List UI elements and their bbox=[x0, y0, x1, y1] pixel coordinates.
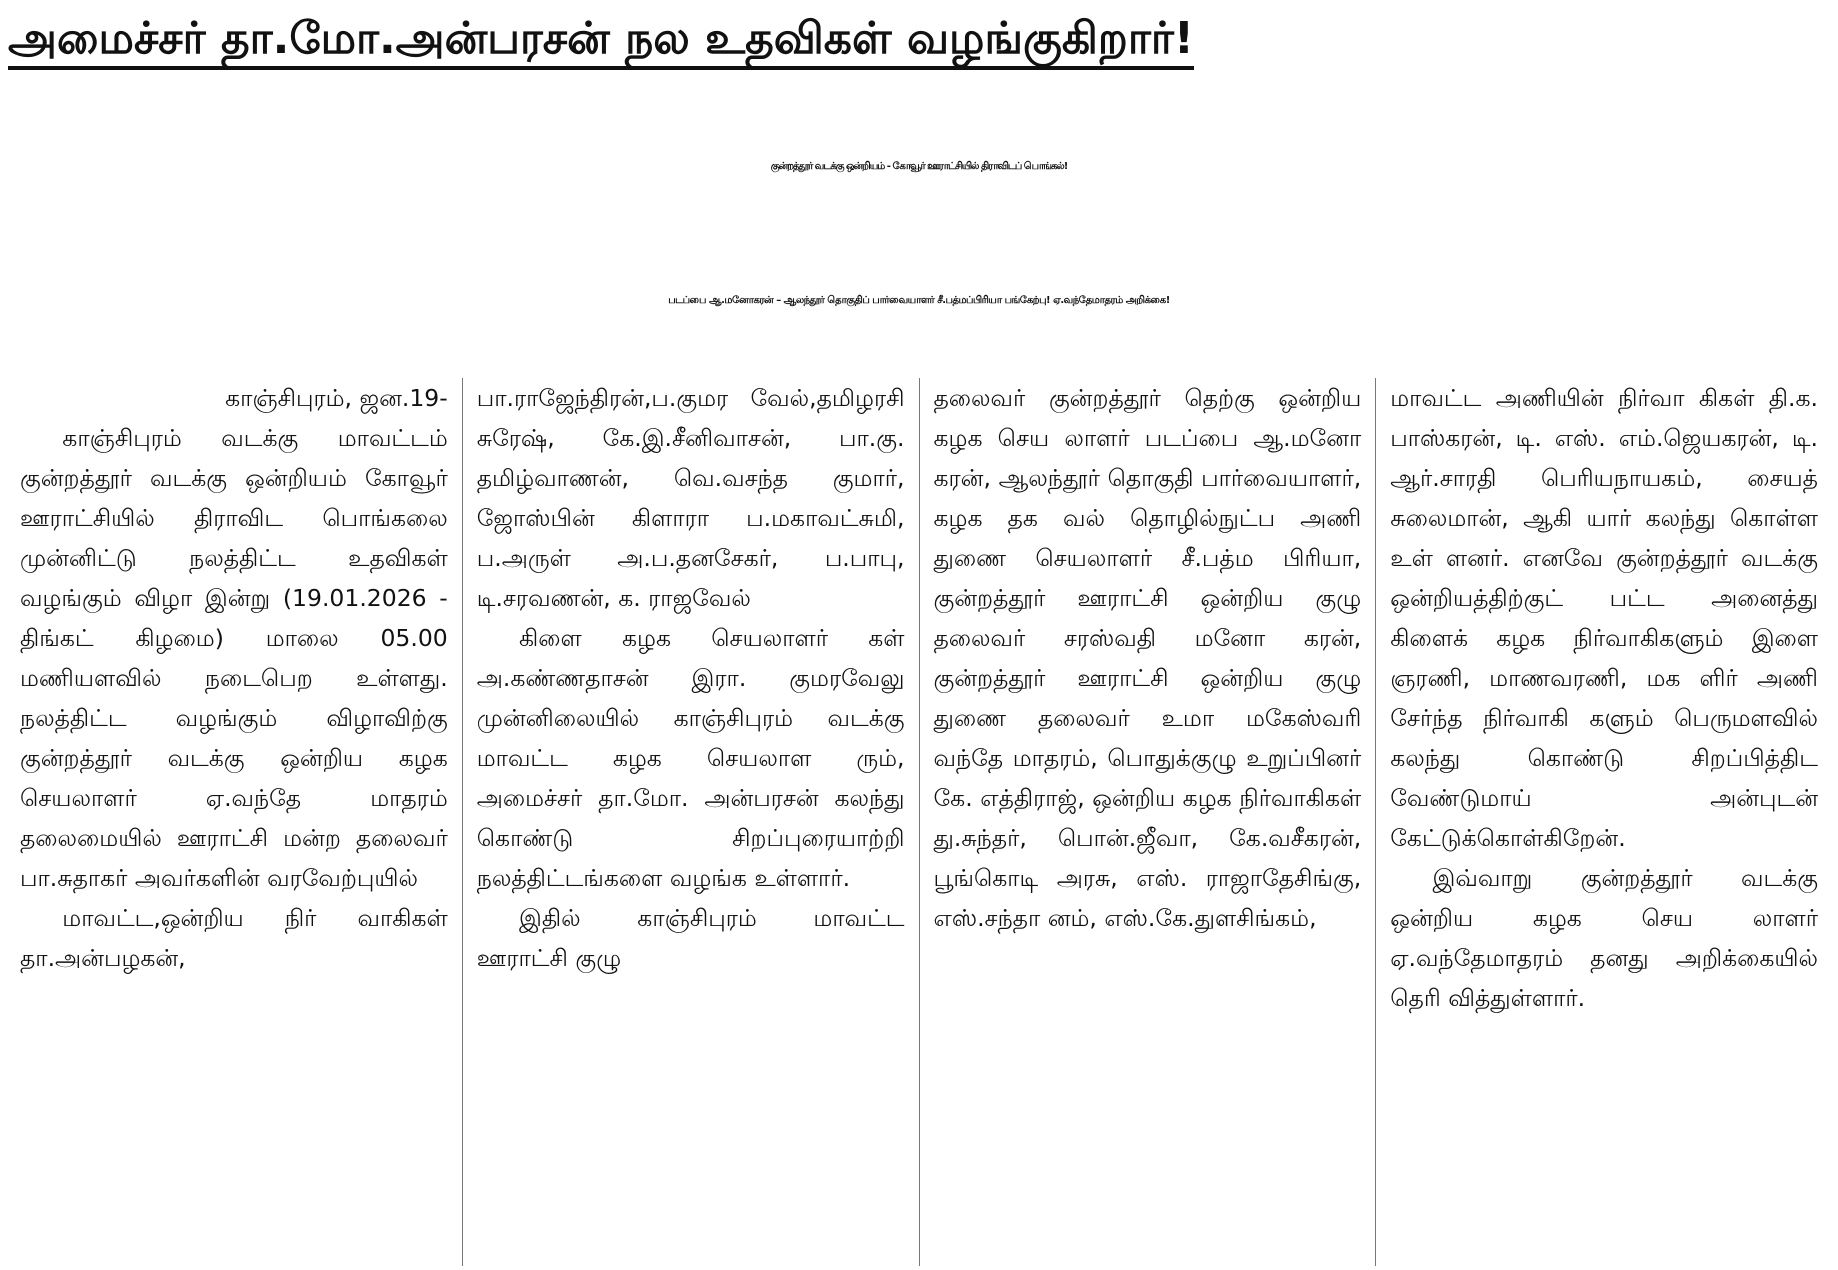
kicker-text: அமைச்சர் தா.மோ.அன்பரசன் நல உதவிகள் வழங்குகிறார்! bbox=[8, 13, 1194, 70]
paragraph: காஞ்சிபுரம் வடக்கு மாவட்டம் குன்றத்தூர் வடக்கு ஒன்றியம் கோவூர் ஊராட்சியில் திராவிட பொங்கலை முன்னிட்டு நலத்திட்ட உதவிகள் வழங்கும் விழா இன்று (19.01.2026 - திங்கட் கிழமை) மாலை 05.00 மணியளவில் நடைபெற உள்ளது. நலத்திட்ட வழங்கும் விழாவிற்கு குன்றத்தூர் வடக்கு ஒன்றிய கழக செயலாளர் ஏ.வந்தே மாதரம் தலைமையில் ஊராட்சி மன்ற தலைவர் பா.சுதாகர் அவர்களின் வரவேற்புயில் bbox=[20, 424, 448, 892]
article-column-1 bbox=[6, 378, 462, 1266]
article-body bbox=[6, 378, 1832, 1266]
dateline bbox=[20, 378, 448, 418]
paragraph: கிளை கழக செயலாளர் கள் அ.கண்ணதாசன் இரா. குமரவேலு முன்னிலையில் காஞ்சிபுரம் வடக்கு மாவட்ட கழக செயலாள ரும், அமைச்சர் தா.மோ. அன்பரசன் கலந்து கொண்டு சிறப்புரையாற்றி நலத்திட்டங்களை வழங்க உள்ளார். bbox=[476, 624, 905, 892]
article-column-4 bbox=[1375, 378, 1832, 1266]
paragraph: பா.ராஜேந்திரன்,ப.குமர வேல்,தமிழரசி சுரேஷ், கே.இ.சீனிவாசன், பா.கு. தமிழ்வாணன், வெ.வசந்த குமார், ஜோஸ்பின் கிளாரா ப.மகாவட்சுமி, ப.அருள் அ.ப.தனசேகர், ப.பாபு, டி.சரவணன், க. ராஜவேல் bbox=[476, 384, 905, 612]
paragraph: இவ்வாறு குன்றத்தூர் வடக்கு ஒன்றிய கழக செய லாளர் ஏ.வந்தேமாதரம் தனது அறிக்கையில் தெரி வித்துள்ளார். bbox=[1390, 864, 1818, 1012]
dateline-text: காஞ்சிபுரம், ஜன.19- bbox=[225, 384, 448, 412]
paragraph: தலைவர் குன்றத்தூர் தெற்கு ஒன்றிய கழக செய லாளர் படப்பை ஆ.மனோ கரன், ஆலந்தூர் தொகுதி பார்வையாளர், கழக தக வல் தொழில்நுட்ப அணி துணை செயலாளர் சீ.பத்ம பிரியா, குன்றத்தூர் ஊராட்சி ஒன்றிய குழு தலைவர் சரஸ்வதி மனோ கரன், குன்றத்தூர் ஊராட்சி ஒன்றிய குழு துணை தலைவர் உமா மகேஸ்வரி வந்தே மாதரம், பொதுக்குழு உறுப்பினர் கே. எத்திராஜ், ஒன்றிய கழக நிர்வாகிகள் து.சுந்தர், பொன்.ஜீவா, கே.வசீகரன், பூங்கொடி அரசு, எஸ். ராஜாதேசிங்கு, எஸ்.சந்தா னம், எஸ்.கே.துளசிங்கம், bbox=[933, 384, 1362, 932]
sub-headline: படப்பை ஆ.மனோகரன் – ஆலந்தூர் தொகுதிப் பார்வையாளர் சீ.பத்மப்பிரியா பங்கேற்பு! ஏ.வந்தேமாதரம் அறிக்கை! bbox=[668, 295, 1170, 306]
article-column-2 bbox=[462, 378, 919, 1266]
paragraph: இதில் காஞ்சிபுரம் மாவட்ட ஊராட்சி குழு bbox=[476, 904, 905, 972]
article-column-3 bbox=[919, 378, 1376, 1266]
paragraph: மாவட்ட அணியின் நிர்வா கிகள் தி.க. பாஸ்கரன், டி. எஸ். எம்.ஜெயகரன், டி. ஆர்.சாரதி பெரியநாயகம், சையத் சுலைமான், ஆகி யார் கலந்து கொள்ள உள் ளனர். எனவே குன்றத்தூர் வடக்கு ஒன்றியத்திற்குட் பட்ட அனைத்து கிளைக் கழக நிர்வாகிகளும் இளை ஞரணி, மாணவரணி, மக ளிர் அணி சேர்ந்த நிர்வாகி களும் பெருமளவில் கலந்து கொண்டு சிறப்பித்திட வேண்டுமாய் அன்புடன் கேட்டுக்கொள்கிறேன். bbox=[1390, 384, 1818, 852]
paragraph: மாவட்ட,ஒன்றிய நிர் வாகிகள் தா.அன்பழகன், bbox=[20, 904, 448, 972]
main-headline: குன்றத்தூர் வடக்கு ஒன்றியம் - கோவூர் ஊராட்சியில் திராவிடப் பொங்கல்! bbox=[770, 161, 1068, 172]
kicker-headline bbox=[8, 6, 1468, 84]
